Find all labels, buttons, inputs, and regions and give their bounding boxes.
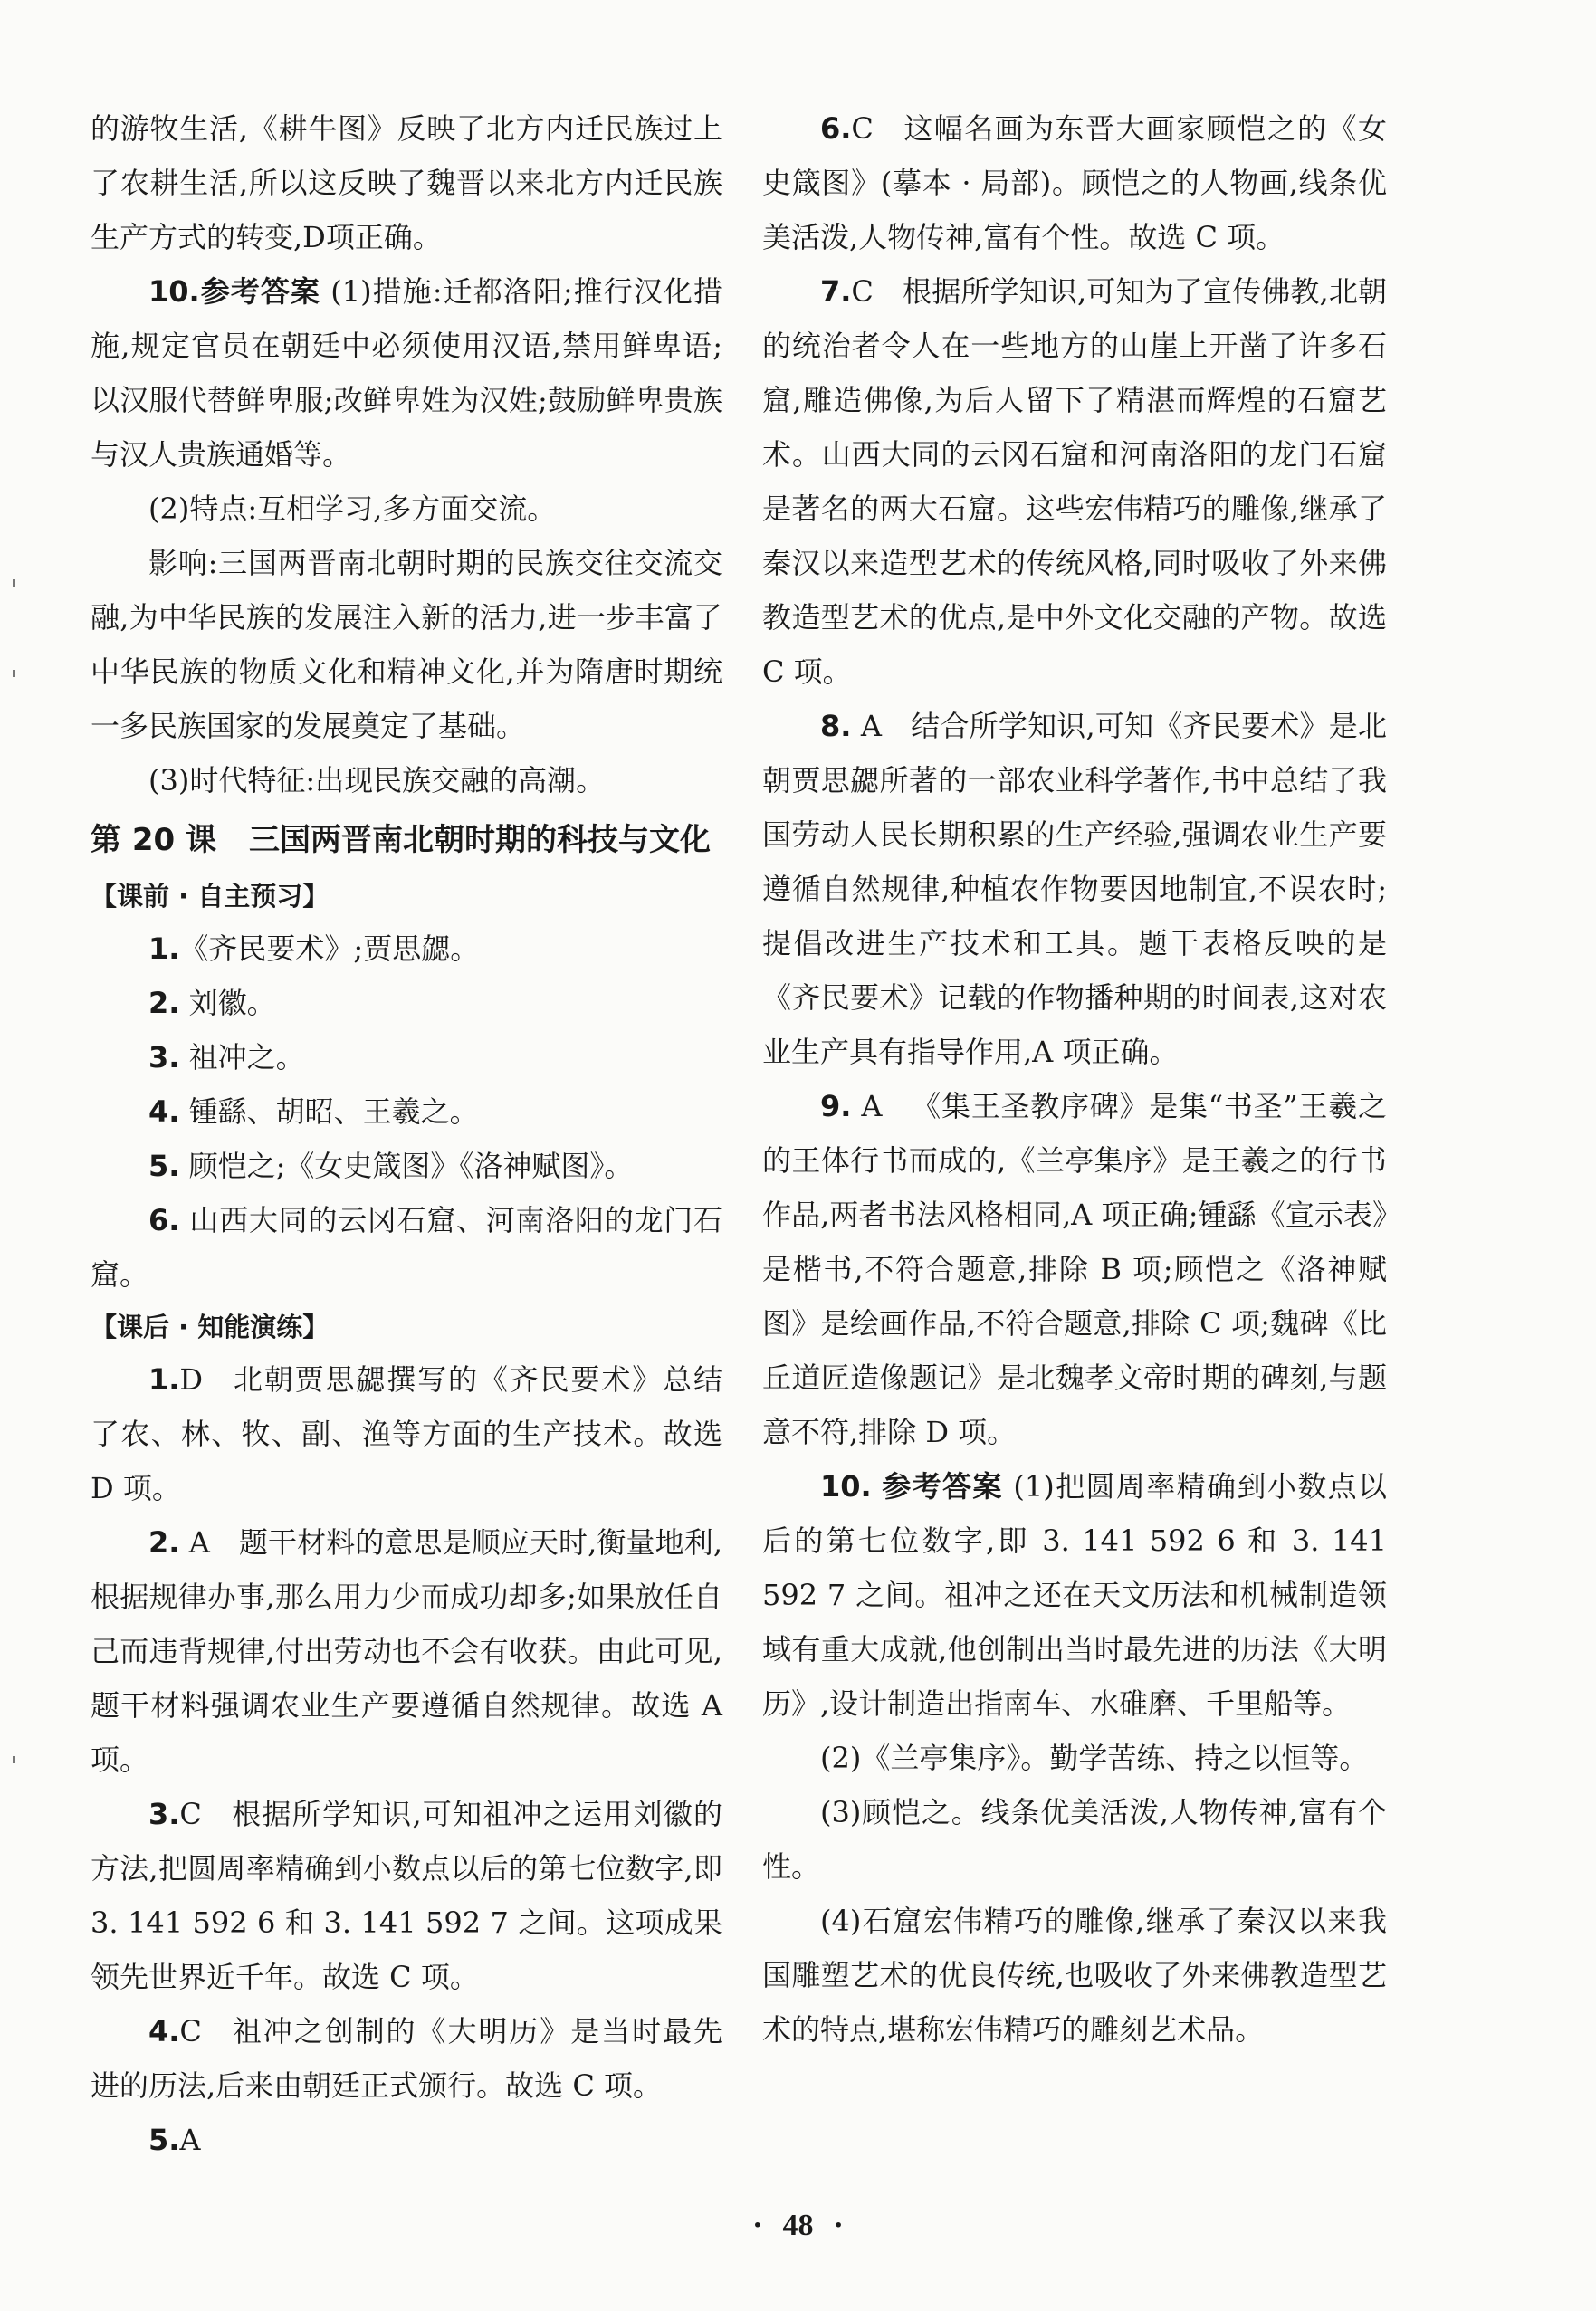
practice-item: 2. A 题干材料的意思是顺应天时,衡量地利,根据规律办事,那么用力少而成功却多;如果放任自己而违背规律,付出劳动也不会有收获。由此可见,题干材料强调农业生产要遵循自然规律。故选 A 项。 [91,1525,722,1777]
section-heading-preview: 【课前 · 自主预习】 [91,881,330,912]
preview-item: 1.《齐民要术》;贾思勰。 [148,931,480,966]
left-column [91,101,722,2167]
practice-item: 7.C 根据所学知识,可知为了宣传佛教,北朝的统治者令人在一些地方的山崖上开凿了许多石窟,雕造佛像,为后人留下了精湛而辉煌的石窟艺术。山西大同的云冈石窟和河南洛阳的龙门石窟是著名的两大石窟。这些宏伟精巧的雕像,继承了秦汉以来造型艺术的传统风格,同时吸收了外来佛教造型艺术的优点,是中外文化交融的产物。故选 C 项。 [762,274,1387,689]
answer-q10-part4: (4)石窟宏伟精巧的雕像,继承了秦汉以来我国雕塑艺术的优良传统,也吸收了外来佛教造型艺术的特点,堪称宏伟精巧的雕刻艺术品。 [762,1904,1387,2047]
answer-q10-part2: (2)特点:互相学习,多方面交流。 [148,492,557,526]
preview-item: 6. 山西大同的云冈石窟、河南洛阳的龙门石窟。 [91,1203,722,1292]
practice-item: 4.C 祖冲之创制的《大明历》是当时最先进的历法,后来由朝廷正式颁行。故选 C 项。 [91,2014,722,2103]
practice-item: 5.A [148,2123,201,2157]
margin-mark [13,579,15,587]
preview-item: 3. 祖冲之。 [148,1040,305,1074]
answer-q10-part2-impact: 影响:三国两晋南北朝时期的民族交往交流交融,为中华民族的发展注入新的活力,进一步丰富了中华民族的物质文化和精神文化,并为隋唐时期统一多民族国家的发展奠定了基础。 [91,546,722,743]
practice-item: 3.C 根据所学知识,可知祖冲之运用刘徽的方法,把圆周率精确到小数点以后的第七位数字,即 3. 141 592 6 和 3. 141 592 7 之间。这项成果领先世界近千年。故选 C 项。 [91,1797,722,1994]
preview-item: 2. 刘徽。 [148,986,276,1020]
page-number: · 48 · [752,2209,844,2242]
lesson-title: 第 20 课 三国两晋南北朝时期的科技与文化 [91,822,711,858]
practice-item: 6.C 这幅名画为东晋大画家顾恺之的《女史箴图》(摹本 · 局部)。顾恺之的人物画,线条优美活泼,人物传神,富有个性。故选 C 项。 [762,111,1387,254]
practice-item: 1.D 北朝贾思勰撰写的《齐民要术》总结了农、林、牧、副、渔等方面的生产技术。故选 D 项。 [91,1362,722,1505]
answer-q10-part3: (3)时代特征:出现民族交融的高潮。 [148,763,606,797]
practice-item: 8. A 结合所学知识,可知《齐民要术》是北朝贾思勰所著的一部农业科学著作,书中总结了我国劳动人民长期积累的生产经验,强调农业生产要遵循自然规律,种植农作物要因地制宜,不误农时;提倡改进生产技术和工具。题干表格反映的是《齐民要术》记载的作物播种期的时间表,这对农业生产具有指导作用,A 项正确。 [762,709,1387,1069]
margin-mark [13,670,15,677]
answer-q10: 10. 参考答案 (1)把圆周率精确到小数点以后的第七位数字,即 3. 141 592 6 和 3. 141 592 7 之间。祖冲之还在天文历法和机械制造领域有重大成就,他创制出当时最先进的历法《大明历》,设计制造出指南车、水碓磨、千里船等。 [762,1469,1387,1721]
preview-item: 4. 锺繇、胡昭、王羲之。 [148,1094,479,1129]
section-heading-practice: 【课后 · 知能演练】 [91,1312,330,1342]
answer-q10-part2: (2)《兰亭集序》。勤学苦练、持之以恒等。 [820,1741,1369,1775]
answer-q10-part3: (3)顾恺之。线条优美活泼,人物传神,富有个性。 [762,1795,1387,1884]
preview-item: 5. 顾恺之;《女史箴图》《洛神赋图》。 [148,1149,634,1183]
paragraph: 的游牧生活,《耕牛图》反映了北方内迁民族过上了农耕生活,所以这反映了魏晋以来北方内迁民族生产方式的转变,D项正确。 [91,111,722,254]
right-column [762,101,1387,2057]
margin-mark [13,1756,15,1763]
practice-item: 9. A 《集王圣教序碑》是集“书圣”王羲之的王体行书而成的,《兰亭集序》是王羲之的行书作品,两者书法风格相同,A 项正确;锺繇《宣示表》是楷书,不符合题意,排除 B 项;顾恺之《洛神赋图》是绘画作品,不符合题意,排除 C 项;魏碑《比丘道匠造像题记》是北魏孝文帝时期的碑刻,与题意不符,排除 D 项。 [762,1089,1387,1449]
answer-q10: 10.参考答案 (1)措施:迁都洛阳;推行汉化措施,规定官员在朝廷中必须使用汉语,禁用鲜卑语;以汉服代替鲜卑服;改鲜卑姓为汉姓;鼓励鲜卑贵族与汉人贵族通婚等。 [91,274,722,472]
